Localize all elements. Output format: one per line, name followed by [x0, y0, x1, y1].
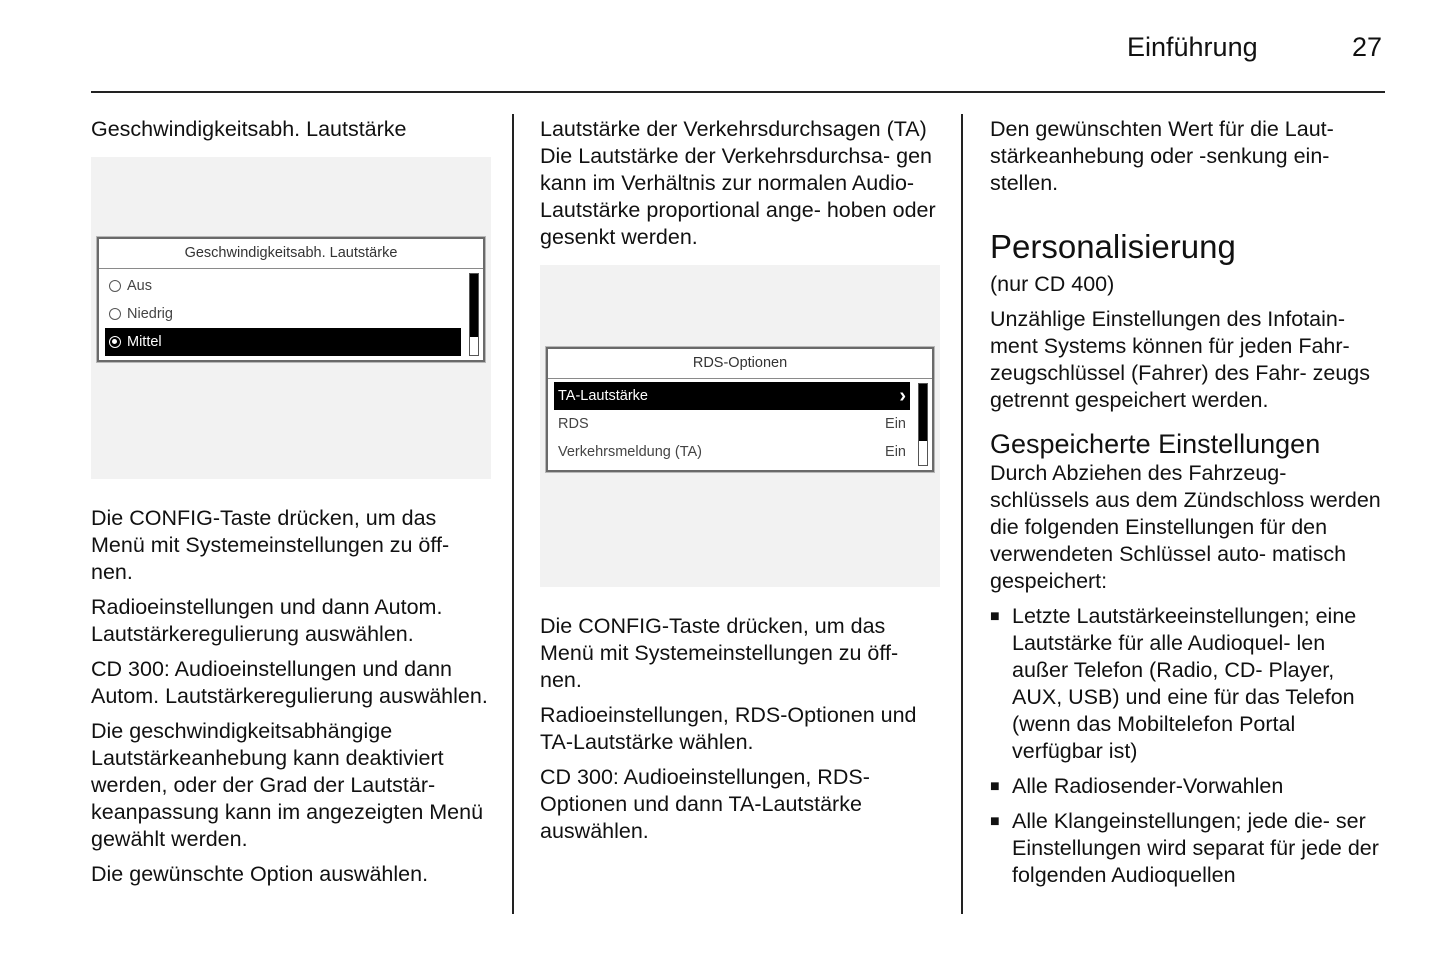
option-row — [105, 300, 461, 328]
square-bullet-icon: ■ — [990, 608, 1000, 625]
paragraph: Durch Abziehen des Fahrzeug- schlüssels aus dem Zündschloss werden die folgenden Einstellungen für den verwendeten Schlüssel auto- matisch gespeichert: — [990, 461, 1381, 593]
list-item-text: Alle Radiosender-Vorwahlen — [1012, 774, 1284, 798]
column-3 — [990, 116, 1386, 897]
column-2 — [540, 116, 940, 853]
column-divider — [512, 114, 514, 914]
display-frame — [546, 347, 934, 472]
chevron-right-icon: › — [899, 385, 906, 407]
subsection-title: Gespeicherte Einstellungen — [990, 429, 1321, 459]
paragraph: Die geschwindigkeitsabhängige Lautstärkeanhebung kann deaktiviert werden, oder der Grad der Lautstär- keanpassung kann im angezeigten Menü gewählt werden. — [91, 719, 484, 851]
menu-list — [548, 379, 932, 470]
scrollbar-track — [918, 383, 928, 466]
option-label: Mittel — [127, 334, 162, 350]
menu-row — [554, 438, 910, 466]
square-bullet-icon: ■ — [990, 813, 1000, 830]
paragraph: Die gewünschte Option auswählen. — [91, 862, 429, 886]
option-label: Aus — [127, 278, 152, 294]
display-screenshot — [540, 265, 940, 587]
radio-selected-icon — [109, 336, 121, 348]
menu-item-label: RDS — [558, 416, 589, 432]
display-screenshot — [91, 157, 491, 479]
paragraph: Den gewünschten Wert für die Laut- stärkeanhebung oder -senkung ein- stellen. — [990, 117, 1334, 195]
section-heading: Lautstärke der Verkehrsdurchsagen (TA) — [540, 117, 927, 141]
option-list — [99, 269, 483, 360]
radio-icon — [109, 308, 121, 320]
paragraph: CD 300: Audioeinstellungen, RDS- Optionen und dann TA-Lautstärke auswählen. — [540, 765, 870, 843]
paragraph: Radioeinstellungen und dann Autom. Lautstärkeregulierung auswählen. — [91, 595, 443, 646]
paragraph: Die CONFIG-Taste drücken, um das Menü mit Systemeinstellungen zu öff- nen. — [91, 506, 450, 584]
bullet-list — [990, 603, 1386, 889]
menu-item-value: Ein — [885, 444, 906, 460]
paragraph: Unzählige Einstellungen des Infotain- ment Systems können für jeden Fahr- zeugschlüssel (Fahrer) des Fahr- zeugs getrennt gespeichert werden. — [990, 307, 1370, 412]
list-item — [990, 773, 1386, 800]
paragraph: Die Lautstärke der Verkehrsdurchsa- gen kann im Verhältnis zur normalen Audio-Lautstärke proportional ange- hoben oder gesenkt werden. — [540, 144, 936, 249]
paragraph: Radioeinstellungen, RDS-Optionen und TA-Lautstärke wählen. — [540, 703, 917, 754]
chapter-title: Einführung — [1127, 32, 1258, 62]
section-heading: Geschwindigkeitsabh. Lautstärke — [91, 117, 407, 141]
square-bullet-icon: ■ — [990, 778, 1000, 795]
scrollbar-thumb — [470, 274, 478, 337]
page-number: 27 — [1352, 32, 1383, 62]
column-divider — [961, 114, 963, 914]
option-row-selected — [105, 328, 461, 356]
option-label: Niedrig — [127, 306, 173, 322]
column-1 — [91, 116, 491, 896]
screen-title: Geschwindigkeitsabh. Lautstärke — [99, 239, 483, 269]
menu-row — [554, 410, 910, 438]
display-frame — [97, 237, 485, 362]
scrollbar-thumb — [919, 384, 927, 441]
section-title: Personalisierung — [990, 228, 1236, 265]
option-row — [105, 272, 461, 300]
list-item — [990, 808, 1386, 889]
section-note: (nur CD 400) — [990, 272, 1115, 296]
scrollbar-track — [469, 273, 479, 356]
list-item — [990, 603, 1386, 765]
header-rule — [91, 91, 1385, 93]
menu-row-selected — [554, 382, 910, 410]
paragraph: CD 300: Audioeinstellungen und dann Autom. Lautstärkeregulierung auswählen. — [91, 657, 488, 708]
paragraph: Die CONFIG-Taste drücken, um das Menü mit Systemeinstellungen zu öff- nen. — [540, 614, 899, 692]
list-item-text: Letzte Lautstärkeeinstellungen; eine Lautstärke für alle Audioquel- len außer Telefon (Radio, CD- Player, AUX, USB) und eine für das Telefon (wenn das Mobiltelefon Portal verfügbar ist) — [1012, 604, 1357, 763]
menu-item-value: Ein — [885, 416, 906, 432]
menu-item-label: Verkehrsmeldung (TA) — [558, 444, 702, 460]
screen-title: RDS-Optionen — [548, 349, 932, 379]
menu-item-label: TA-Lautstärke — [558, 388, 648, 404]
list-item-text: Alle Klangeinstellungen; jede die- ser Einstellungen wird separat für jede der folgenden Audioquellen — [1012, 809, 1379, 887]
radio-icon — [109, 280, 121, 292]
